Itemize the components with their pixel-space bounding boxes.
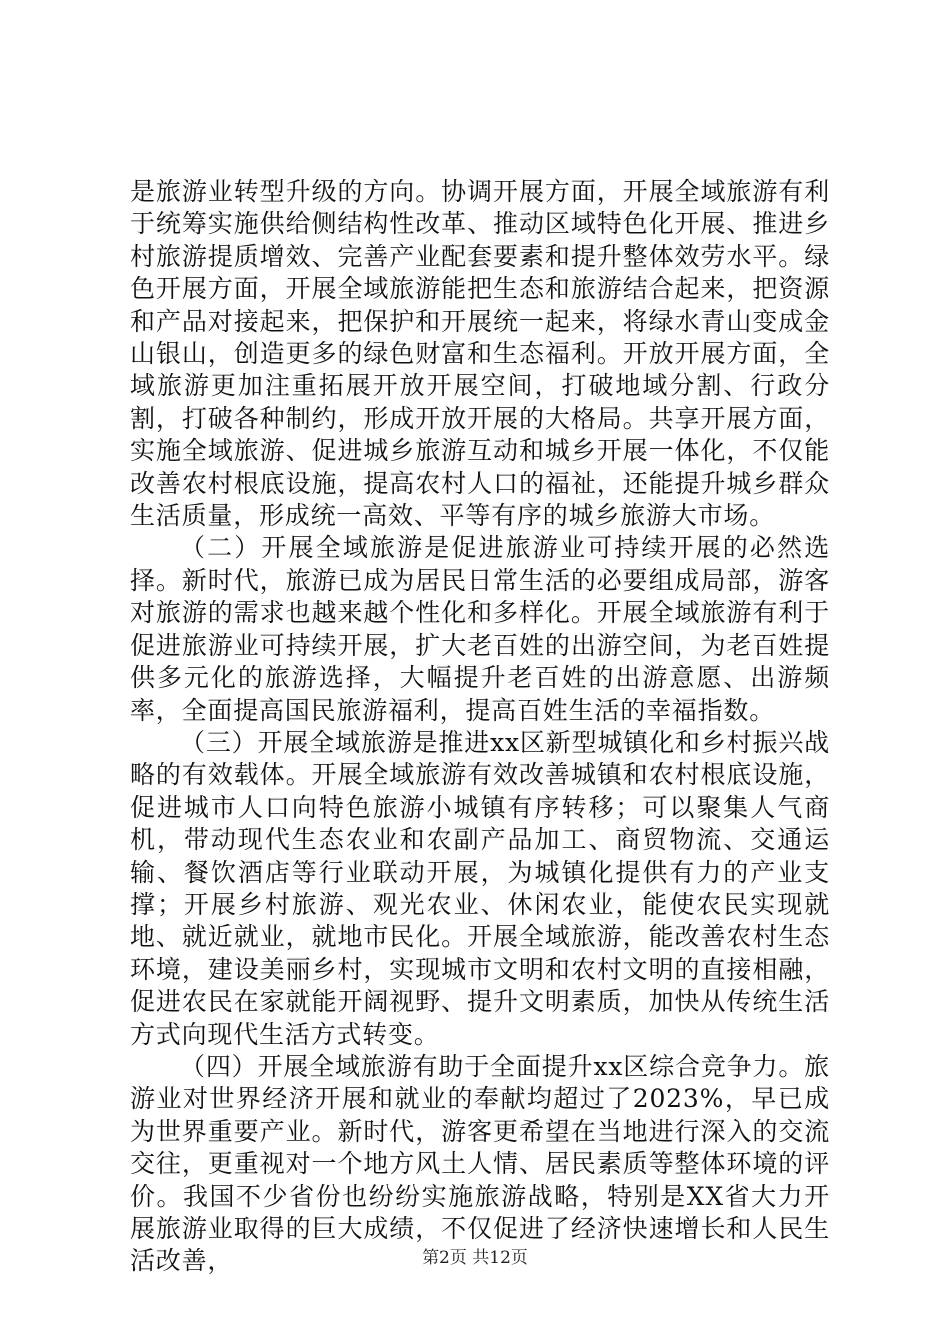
page-footer <box>0 1243 950 1268</box>
document-body <box>130 176 830 1278</box>
paragraph-1: 是旅游业转型升级的方向。协调开展方面，开展全域旅游有利于统筹实施供给侧结构性改革、推动区域特色化开展、推进乡村旅游提质增效、完善产业配套要素和提升整体效劳水平。绿色开展方面，开展全域旅游能把生态和旅游结合起来，把资源和产品对接起来，把保护和开展统一起来，将绿水青山变成金山银山，创造更多的绿色财富和生态福利。开放开展方面，全域旅游更加注重拓展开放开展空间，打破地域分割、行政分割，打破各种制约，形成开放开展的大格局。共享开展方面，实施全域旅游、促进城乡旅游互动和城乡开展一体化，不仅能改善农村根底设施，提高农村人口的福祉，还能提升城乡群众生活质量，形成统一高效、平等有序的城乡旅游大市场。 <box>130 177 830 531</box>
paragraph-2: （二）开展全域旅游是促进旅游业可持续开展的必然选择。新时代，旅游已成为居民日常生活的必要组成局部，游客对旅游的需求也越来越个性化和多样化。开展全域旅游有利于促进旅游业可持续开展，扩大老百姓的出游空间，为老百姓提供多元化的旅游选择，大幅提升老百姓的出游意愿、出游频率，全面提高国民旅游福利，提高百姓生活的幸福指数。 <box>130 533 830 725</box>
paragraph-3: （三）开展全域旅游是推进xx区新型城镇化和乡村振兴战略的有效载体。开展全域旅游有效改善城镇和农村根底设施，促进城市人口向特色旅游小城镇有序转移；可以聚集人气商机，带动现代生态农业和农副产品加工、商贸物流、交通运输、餐饮酒店等行业联动开展，为城镇化提供有力的产业支撑；开展乡村旅游、观光农业、休闲农业，能使农民实现就地、就近就业，就地市民化。开展全域旅游，能改善农村生态环境，建设美丽乡村，实现城市文明和农村文明的直接相融，促进农民在家就能开阔视野、提升文明素质，加快从传统生活方式向现代生活方式转变。 <box>130 727 830 1049</box>
page-number-label: 第2页 共12页 <box>422 1248 528 1268</box>
paragraph-4: （四）开展全域旅游有助于全面提升xx区综合竞争力。旅游业对世界经济开展和就业的奉献均超过了2023%，早已成为世界重要产业。新时代，游客更希望在当地进行深入的交流交往，更重视对一个地方风土人情、居民素质等整体环境的评价。我国不少省份也纷纷实施旅游战略，特别是XX省大力开展旅游业取得的巨大成绩，不仅促进了经济快速增长和人民生活改善， <box>130 1051 830 1276</box>
